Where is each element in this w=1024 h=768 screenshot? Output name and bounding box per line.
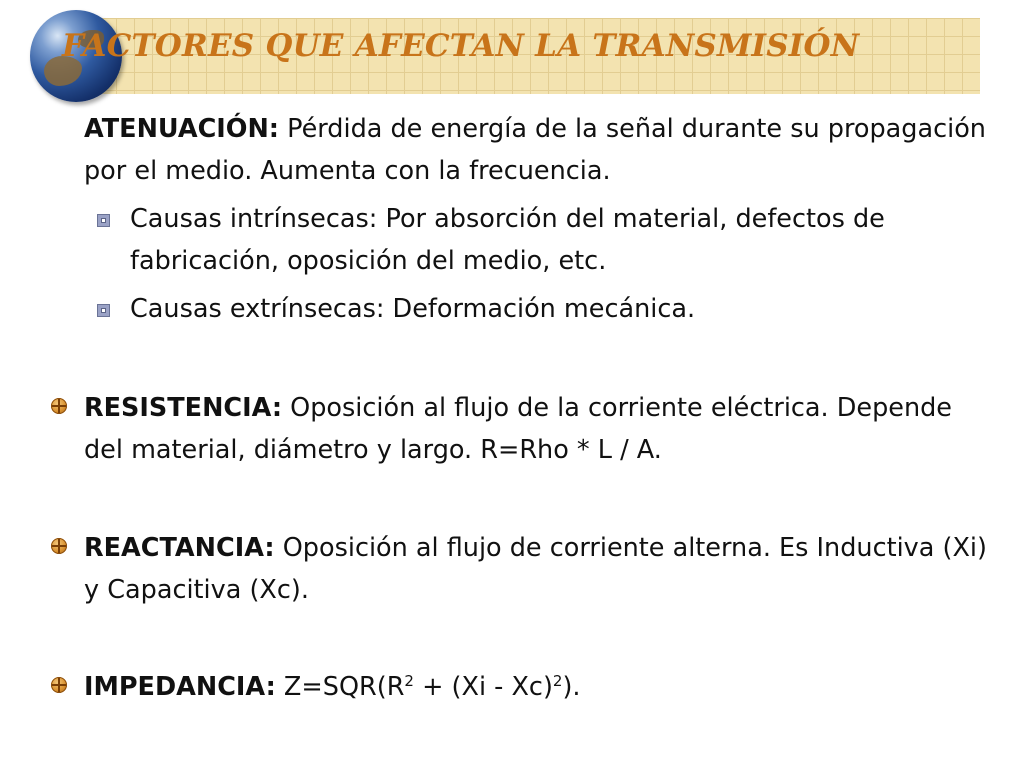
impedancia-formula-part3: ). (562, 672, 581, 702)
resistencia-paragraph (84, 387, 999, 471)
superscript-2: 2 (552, 672, 563, 690)
resistencia-label: RESISTENCIA: (84, 393, 283, 423)
atenuacion-paragraph (84, 108, 999, 192)
reactancia-label: REACTANCIA: (84, 533, 275, 563)
slide-title: FACTORES QUE AFECTAN LA TRANSMISIÓN (62, 28, 860, 64)
atenuacion-label: ATENUACIÓN: (84, 114, 279, 144)
square-bullet-icon (97, 214, 110, 227)
atenuacion-text: Pérdida de energía de la señal durante su propagación por el medio. Aumenta con la frecuencia. (84, 114, 986, 186)
causas-intrinsecas-item: Causas intrínsecas: Por absorción del material, defectos de fabricación, oposición del medio, etc. (130, 204, 885, 276)
impedancia-formula-part2: + (Xi - Xc) (413, 672, 553, 702)
orange-round-bullet-icon (51, 538, 67, 554)
superscript-2: 2 (404, 672, 414, 690)
resistencia-text: Oposición al flujo de la corriente eléctrica. Depende del material, diámetro y largo. R=Rho * L / A. (84, 393, 952, 465)
reactancia-text: Oposición al flujo de corriente alterna. Es Inductiva (Xi) y Capacitiva (Xc). (84, 533, 987, 605)
reactancia-paragraph (84, 527, 999, 611)
orange-round-bullet-icon (51, 677, 67, 693)
square-bullet-icon (97, 304, 110, 317)
causas-extrinsecas-item: Causas extrínsecas: Deformación mecánica. (130, 294, 696, 324)
impedancia-label: IMPEDANCIA: (84, 672, 276, 702)
impedancia-paragraph (84, 666, 999, 708)
orange-round-bullet-icon (51, 398, 67, 414)
impedancia-formula-part1: Z=SQR(R (275, 672, 405, 702)
